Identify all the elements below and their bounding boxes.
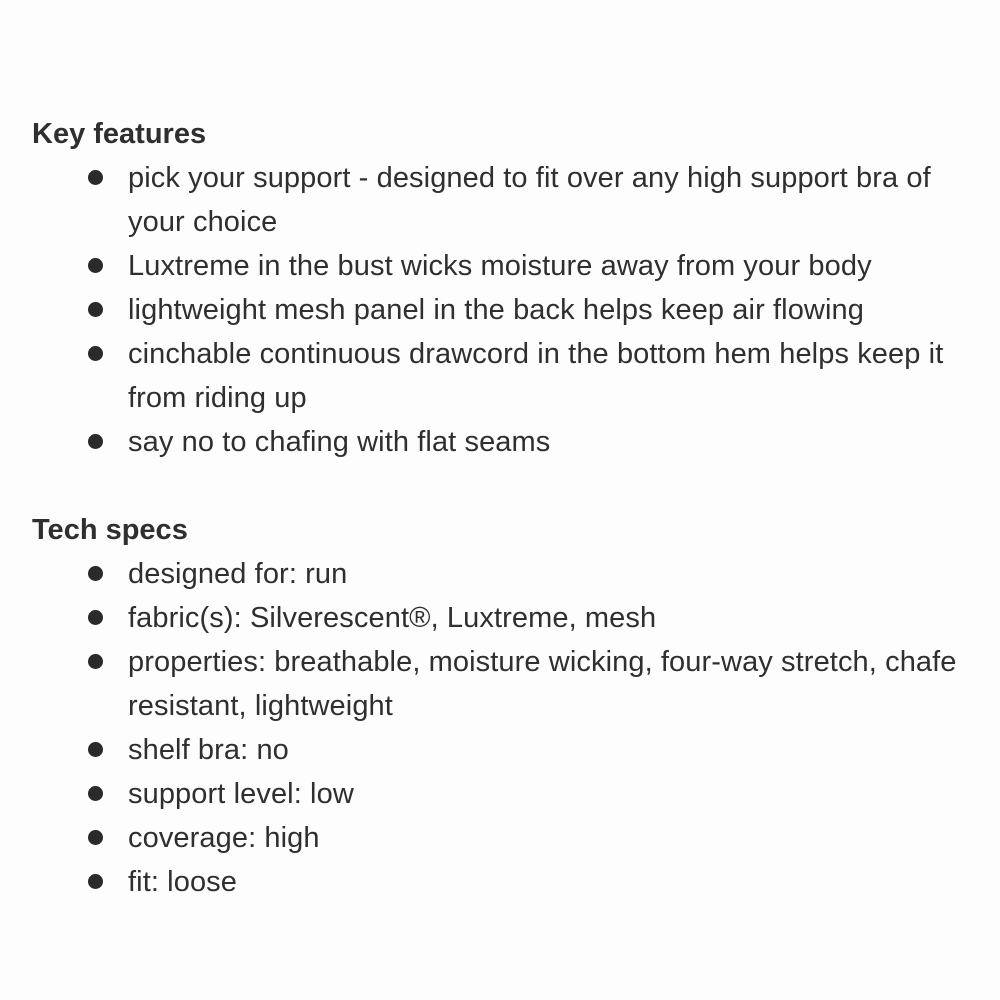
key-features-heading: Key features — [32, 118, 207, 150]
list-item-text: pick your support - designed to fit over any high support bra of your choice — [128, 162, 931, 238]
bullet-icon — [88, 610, 103, 625]
bullet-icon — [88, 302, 103, 317]
bullet-icon — [88, 654, 103, 669]
list-item-text: fabric(s): Silverescent®, Luxtreme, mesh — [128, 602, 657, 634]
tech-specs-section — [32, 508, 972, 904]
list-item-text: Luxtreme in the bust wicks moisture away from your body — [128, 250, 872, 282]
list-item-text: designed for: run — [128, 558, 348, 590]
product-details — [32, 112, 972, 904]
list-item — [32, 244, 972, 288]
list-item — [32, 420, 972, 464]
bullet-icon — [88, 566, 103, 581]
key-features-list — [32, 156, 972, 464]
list-item-text: fit: loose — [128, 866, 237, 898]
list-item — [32, 288, 972, 332]
bullet-icon — [88, 874, 103, 889]
list-item — [32, 332, 972, 420]
list-item — [32, 860, 972, 904]
bullet-icon — [88, 786, 103, 801]
list-item-text: properties: breathable, moisture wicking, four-way stretch, chafe resistant, lightweight — [128, 646, 957, 722]
list-item-text: say no to chafing with flat seams — [128, 426, 551, 458]
bullet-icon — [88, 434, 103, 449]
section-spacer — [32, 464, 972, 508]
list-item — [32, 552, 972, 596]
tech-specs-heading: Tech specs — [32, 514, 188, 546]
list-item-text: cinchable continuous drawcord in the bottom hem helps keep it from riding up — [128, 338, 944, 414]
key-features-section — [32, 112, 972, 464]
list-item — [32, 772, 972, 816]
list-item-text: lightweight mesh panel in the back helps keep air flowing — [128, 294, 864, 326]
list-item — [32, 596, 972, 640]
tech-specs-list — [32, 552, 972, 904]
list-item-text: support level: low — [128, 778, 354, 810]
bullet-icon — [88, 170, 103, 185]
bullet-icon — [88, 346, 103, 361]
bullet-icon — [88, 742, 103, 757]
list-item-text: coverage: high — [128, 822, 320, 854]
list-item — [32, 728, 972, 772]
list-item — [32, 640, 972, 728]
list-item — [32, 156, 972, 244]
bullet-icon — [88, 830, 103, 845]
list-item — [32, 816, 972, 860]
bullet-icon — [88, 258, 103, 273]
list-item-text: shelf bra: no — [128, 734, 289, 766]
